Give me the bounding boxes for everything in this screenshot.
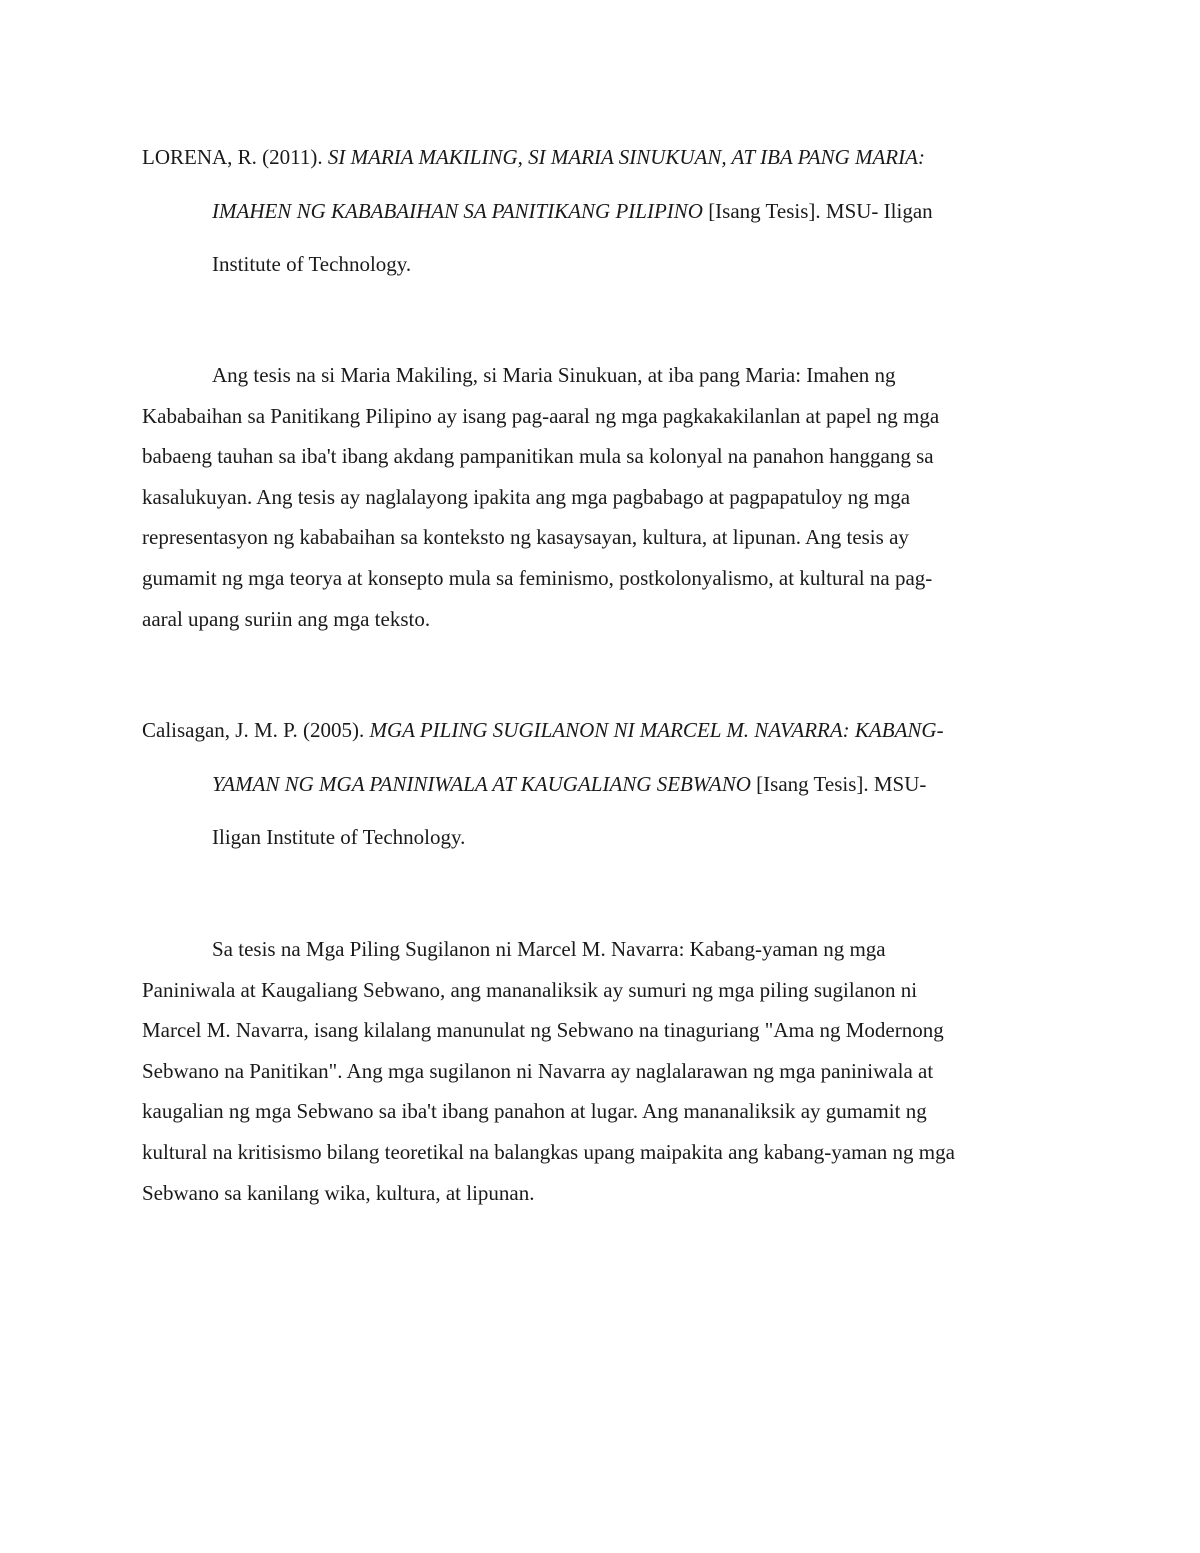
abstract-paragraph-lorena xyxy=(142,355,1057,639)
abstract-line: Sa tesis na Mga Piling Sugilanon ni Marcel M. Navarra: Kabang-yaman ng mga xyxy=(212,937,886,961)
abstract-line: Paniniwala at Kaugaliang Sebwano, ang mananaliksik ay sumuri ng mga piling sugilanon ni xyxy=(142,977,918,1002)
abstract-line: kasalukuyan. Ang tesis ay naglalayong ipakita ang mga pagbabago at pagpapatuloy ng mga xyxy=(142,484,911,509)
abstract-line: Sebwano sa kanilang wika, kultura, at lipunan. xyxy=(142,1180,535,1205)
reference-source: [Isang Tesis]. MSU- xyxy=(750,771,927,796)
abstract-paragraph-calisagan xyxy=(142,929,1057,1213)
reference-line xyxy=(142,238,1052,292)
abstract-line: kaugalian ng mga Sebwano sa iba't ibang panahon at lugar. Ang mananaliksik ay gumamit ng xyxy=(142,1099,927,1124)
reference-title: YAMAN NG MGA PANINIWALA AT KAUGALIANG SEBWANO xyxy=(212,771,751,796)
reference-author-year: LORENA, R. (2011). xyxy=(142,145,328,169)
abstract-line: Kababaihan sa Panitikang Pilipino ay isang pag-aaral ng mga pagkakakilanlan at papel ng mga xyxy=(142,403,940,428)
reference-line xyxy=(142,704,1052,758)
abstract-line: Marcel M. Navarra, isang kilalang manunulat ng Sebwano na tinaguriang "Ama ng Modernong xyxy=(142,1018,944,1043)
abstract-line: aaral upang suriin ang mga teksto. xyxy=(142,606,431,631)
reference-author-year: Calisagan, J. M. P. (2005). xyxy=(142,718,370,742)
abstract-line: Sebwano na Panitikan". Ang mga sugilanon ni Navarra ay naglalarawan ng mga paniniwala at xyxy=(142,1058,934,1083)
reference-line xyxy=(142,758,1052,812)
abstract-line: gumamit ng mga teorya at konsepto mula sa feminismo, postkolonyalismo, at kultural na pag- xyxy=(142,565,933,590)
reference-source: [Isang Tesis]. MSU- Iligan xyxy=(702,198,933,223)
abstract-line: representasyon ng kababaihan sa konteksto ng kasaysayan, kultura, at lipunan. Ang tesis ay xyxy=(142,525,909,550)
reference-line xyxy=(142,185,1052,239)
reference-title: SI MARIA MAKILING, SI MARIA SINUKUAN, AT IBA PANG MARIA: xyxy=(327,145,925,169)
reference-source: Iligan Institute of Technology. xyxy=(212,825,466,849)
reference-source: Institute of Technology. xyxy=(212,252,412,276)
reference-title: IMAHEN NG KABABAIHAN SA PANITIKANG PILIPINO xyxy=(212,198,703,223)
reference-entry-lorena xyxy=(142,131,1052,292)
abstract-line: Ang tesis na si Maria Makiling, si Maria Sinukuan, at iba pang Maria: Imahen ng xyxy=(212,363,896,387)
reference-line xyxy=(142,811,1052,865)
reference-entry-calisagan xyxy=(142,704,1052,865)
abstract-line: babaeng tauhan sa iba't ibang akdang pampanitikan mula sa kolonyal na panahon hanggang sa xyxy=(142,444,934,469)
reference-line xyxy=(142,131,1052,185)
reference-title: MGA PILING SUGILANON NI MARCEL M. NAVARRA: KABANG- xyxy=(369,718,944,742)
abstract-line: kultural na kritisismo bilang teoretikal na balangkas upang maipakita ang kabang-yaman ng mga xyxy=(142,1139,955,1164)
